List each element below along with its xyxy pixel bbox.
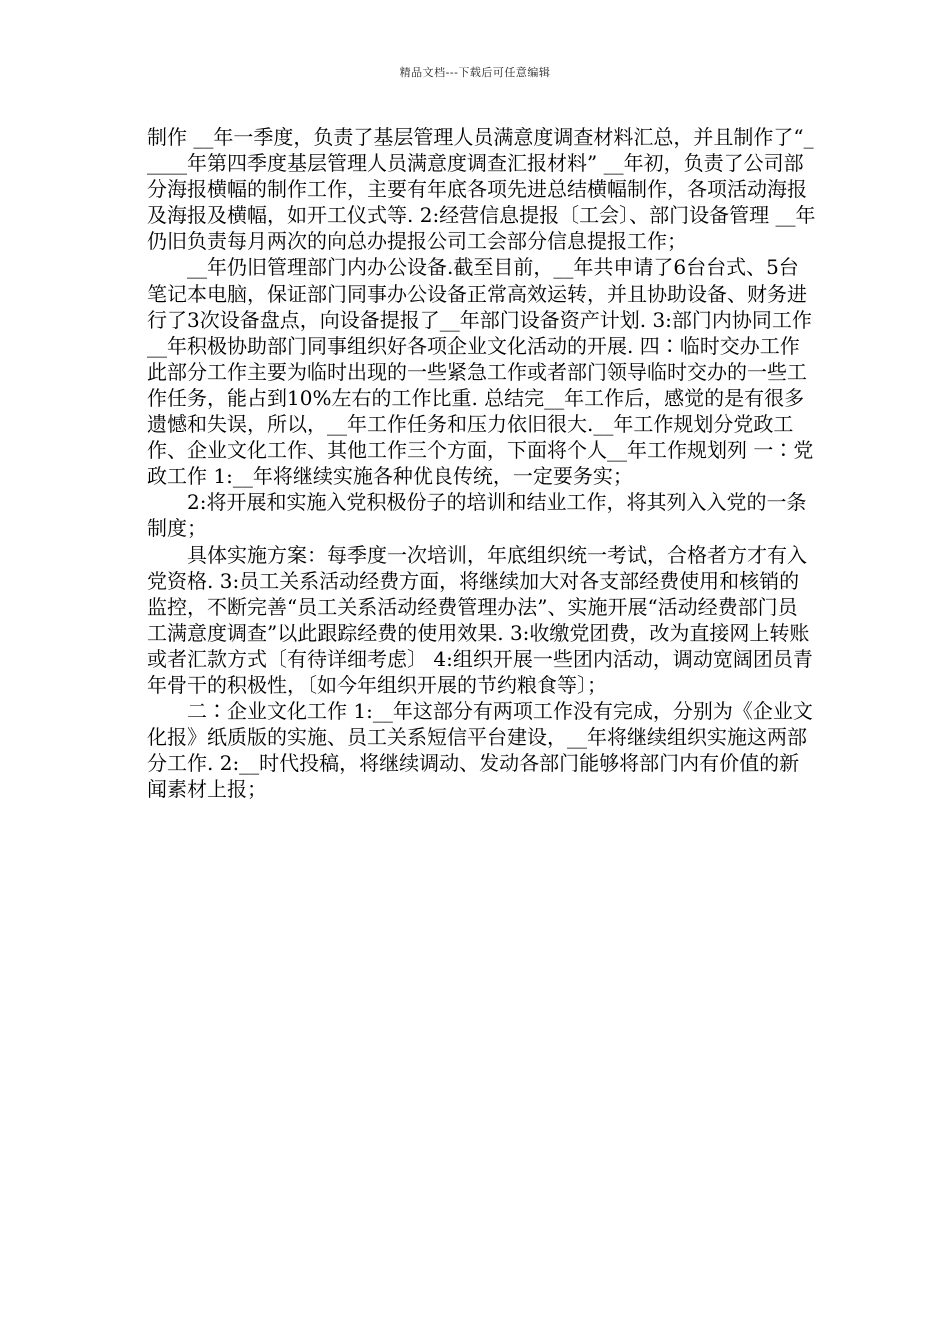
page-header: 精品文档---下载后可任意编辑 — [399, 66, 551, 79]
paragraph-3: 2:将开展和实施入党积极份子的培训和结业工作，将其列入入党的一条制度； — [147, 490, 807, 541]
paragraph-2: __年仍旧管理部门内办公设备.截至目前，__年共申请了6台台式、5台笔记本电脑，保证部门同事办公设备正常高效运转，并且协助设备、财务进行了3次设备盘点，向设备提报了__年部门设备资产计划. 3:部门内协同工作 __年积极协助部门同事组织好各项企业文化活动的开展. 四∶临时交办工作 此部分工作主要为临时出现的一些紧急工作或者部门领导临时交办的一些工作任务，能占到10%左右的工作比重. 总结完__年工作后，感觉的是有很多遗憾和失误，所以，__年工作任务和压力依旧很大.__年工作规划分党政工作、企业文化工作、其他工作三个方面，下面将个人__年工作规划列 一∶党政工作 1:__年将继续实施各种优良传统，一定要务实； — [147, 255, 814, 489]
paragraph-5: 二∶企业文化工作 1:__年这部分有两项工作没有完成，分别为《企业文化报》纸质版的实施、员工关系短信平台建设，__年将继续组织实施这两部分工作. 2:__时代投稿，将继续调动、发动各部门能够将部门内有价值的新闻素材上报； — [147, 699, 813, 802]
paragraph-1: 制作 __年一季度，负责了基层管理人员满意度调查材料汇总，并且制作了“_____年第四季度基层管理人员满意度调查汇报材料” __年初，负责了公司部分海报横幅的制作工作，主要有年底各项先进总结横幅制作，各项活动海报及海报及横幅，如开工仪式等. 2:经营信息提报〔工会〕、部门设备管理 __年仍旧负责每月两次的向总办提报公司工会部分信息提报工作； — [147, 125, 816, 254]
paragraph-4: 具体实施方案：每季度一次培训，年底组织统一考试，合格者方才有入党资格. 3:员工关系活动经费方面，将继续加大对各支部经费使用和核销的监控，不断完善“员工关系活动经费管理办法”、实施开展“活动经费部门员工满意度调查”以此跟踪经费的使用效果. 3:收缴党团费，改为直接网上转账或者汇款方式〔有待详细考虑〕 4:组织开展一些团内活动，调动宽阔团员青年骨干的积极性，〔如今年组织开展的节约粮食等〕； — [147, 542, 813, 697]
document-body — [147, 124, 817, 802]
